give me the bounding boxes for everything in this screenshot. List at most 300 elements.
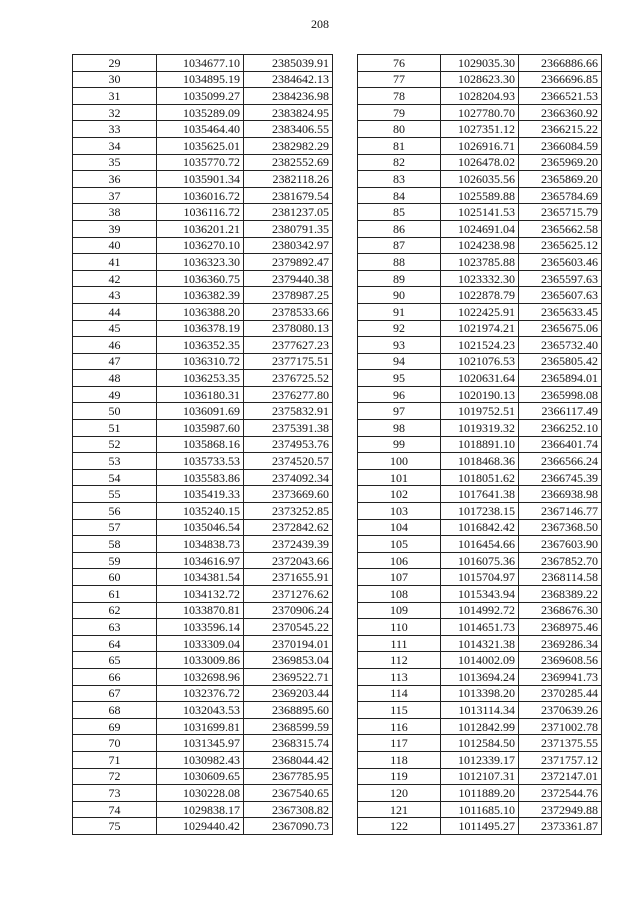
table-row xyxy=(358,204,602,221)
point-number-cell: 58 xyxy=(73,536,157,553)
y-coordinate-cell: 2366084.59 xyxy=(519,137,602,154)
table-row xyxy=(358,768,602,785)
y-coordinate-cell: 2370639.26 xyxy=(519,702,602,719)
y-coordinate-cell: 2382552.69 xyxy=(244,154,333,171)
table-row xyxy=(358,353,602,370)
y-coordinate-cell: 2370906.24 xyxy=(244,602,333,619)
x-coordinate-cell: 1035770.72 xyxy=(157,154,244,171)
x-coordinate-cell: 1036270.10 xyxy=(157,237,244,254)
y-coordinate-cell: 2366938.98 xyxy=(519,486,602,503)
table-row xyxy=(358,552,602,569)
point-number-cell: 111 xyxy=(358,635,441,652)
y-coordinate-cell: 2366252.10 xyxy=(519,420,602,437)
coordinate-table-right xyxy=(357,54,602,835)
x-coordinate-cell: 1036201.21 xyxy=(157,220,244,237)
point-number-cell: 70 xyxy=(73,735,157,752)
y-coordinate-cell: 2370545.22 xyxy=(244,619,333,636)
table-row xyxy=(73,652,333,669)
table-row xyxy=(358,320,602,337)
point-number-cell: 56 xyxy=(73,503,157,520)
x-coordinate-cell: 1036253.35 xyxy=(157,370,244,387)
table-row xyxy=(358,486,602,503)
point-number-cell: 113 xyxy=(358,668,441,685)
point-number-cell: 49 xyxy=(73,386,157,403)
table-row xyxy=(73,702,333,719)
point-number-cell: 100 xyxy=(358,453,441,470)
table-row xyxy=(358,370,602,387)
y-coordinate-cell: 2369941.73 xyxy=(519,668,602,685)
table-row xyxy=(358,519,602,536)
x-coordinate-cell: 1036310.72 xyxy=(157,353,244,370)
x-coordinate-cell: 1026478.02 xyxy=(441,154,519,171)
y-coordinate-cell: 2371002.78 xyxy=(519,718,602,735)
table-row xyxy=(358,619,602,636)
x-coordinate-cell: 1016454.66 xyxy=(441,536,519,553)
table-row xyxy=(73,785,333,802)
table-row xyxy=(358,785,602,802)
y-coordinate-cell: 2367146.77 xyxy=(519,503,602,520)
table-row xyxy=(73,536,333,553)
y-coordinate-cell: 2379892.47 xyxy=(244,254,333,271)
point-number-cell: 55 xyxy=(73,486,157,503)
x-coordinate-cell: 1036116.72 xyxy=(157,204,244,221)
x-coordinate-cell: 1013398.20 xyxy=(441,685,519,702)
x-coordinate-cell: 1021974.21 xyxy=(441,320,519,337)
table-row xyxy=(73,204,333,221)
x-coordinate-cell: 1011495.27 xyxy=(441,818,519,835)
point-number-cell: 87 xyxy=(358,237,441,254)
table-row xyxy=(73,685,333,702)
point-number-cell: 97 xyxy=(358,403,441,420)
x-coordinate-cell: 1012339.17 xyxy=(441,751,519,768)
point-number-cell: 108 xyxy=(358,586,441,603)
y-coordinate-cell: 2382118.26 xyxy=(244,171,333,188)
point-number-cell: 117 xyxy=(358,735,441,752)
x-coordinate-cell: 1011889.20 xyxy=(441,785,519,802)
x-coordinate-cell: 1034838.73 xyxy=(157,536,244,553)
point-number-cell: 105 xyxy=(358,536,441,553)
point-number-cell: 103 xyxy=(358,503,441,520)
table-row xyxy=(358,254,602,271)
table-row xyxy=(73,602,333,619)
table-row xyxy=(73,718,333,735)
y-coordinate-cell: 2383824.95 xyxy=(244,104,333,121)
table-row xyxy=(73,486,333,503)
x-coordinate-cell: 1035733.53 xyxy=(157,453,244,470)
y-coordinate-cell: 2365869.20 xyxy=(519,171,602,188)
table-row xyxy=(73,436,333,453)
y-coordinate-cell: 2366521.53 xyxy=(519,88,602,105)
point-number-cell: 50 xyxy=(73,403,157,420)
table-row xyxy=(73,469,333,486)
table-row xyxy=(358,635,602,652)
y-coordinate-cell: 2366117.49 xyxy=(519,403,602,420)
table-row xyxy=(73,55,333,72)
point-number-cell: 75 xyxy=(73,818,157,835)
point-number-cell: 36 xyxy=(73,171,157,188)
table-row xyxy=(73,768,333,785)
y-coordinate-cell: 2368895.60 xyxy=(244,702,333,719)
point-number-cell: 96 xyxy=(358,386,441,403)
point-number-cell: 38 xyxy=(73,204,157,221)
y-coordinate-cell: 2373669.60 xyxy=(244,486,333,503)
y-coordinate-cell: 2365715.79 xyxy=(519,204,602,221)
point-number-cell: 46 xyxy=(73,337,157,354)
point-number-cell: 66 xyxy=(73,668,157,685)
table-row xyxy=(358,237,602,254)
y-coordinate-cell: 2365969.20 xyxy=(519,154,602,171)
point-number-cell: 95 xyxy=(358,370,441,387)
point-number-cell: 91 xyxy=(358,303,441,320)
table-row xyxy=(73,220,333,237)
x-coordinate-cell: 1035289.09 xyxy=(157,104,244,121)
y-coordinate-cell: 2367852.70 xyxy=(519,552,602,569)
point-number-cell: 120 xyxy=(358,785,441,802)
point-number-cell: 44 xyxy=(73,303,157,320)
x-coordinate-cell: 1015343.94 xyxy=(441,586,519,603)
x-coordinate-cell: 1022878.79 xyxy=(441,287,519,304)
y-coordinate-cell: 2372439.39 xyxy=(244,536,333,553)
table-row xyxy=(358,536,602,553)
table-row xyxy=(73,386,333,403)
x-coordinate-cell: 1014992.72 xyxy=(441,602,519,619)
point-number-cell: 112 xyxy=(358,652,441,669)
table-row xyxy=(73,635,333,652)
x-coordinate-cell: 1026035.56 xyxy=(441,171,519,188)
y-coordinate-cell: 2367785.95 xyxy=(244,768,333,785)
y-coordinate-cell: 2365805.42 xyxy=(519,353,602,370)
y-coordinate-cell: 2377175.51 xyxy=(244,353,333,370)
y-coordinate-cell: 2381679.54 xyxy=(244,187,333,204)
point-number-cell: 82 xyxy=(358,154,441,171)
x-coordinate-cell: 1033870.81 xyxy=(157,602,244,619)
y-coordinate-cell: 2367308.82 xyxy=(244,801,333,818)
y-coordinate-cell: 2366886.66 xyxy=(519,55,602,72)
point-number-cell: 29 xyxy=(73,55,157,72)
y-coordinate-cell: 2374520.57 xyxy=(244,453,333,470)
y-coordinate-cell: 2369608.56 xyxy=(519,652,602,669)
table-row xyxy=(73,453,333,470)
x-coordinate-cell: 1033009.86 xyxy=(157,652,244,669)
table-row xyxy=(358,751,602,768)
table-row xyxy=(358,735,602,752)
point-number-cell: 107 xyxy=(358,569,441,586)
x-coordinate-cell: 1019752.51 xyxy=(441,403,519,420)
table-row xyxy=(73,287,333,304)
point-number-cell: 64 xyxy=(73,635,157,652)
x-coordinate-cell: 1029838.17 xyxy=(157,801,244,818)
y-coordinate-cell: 2372544.76 xyxy=(519,785,602,802)
y-coordinate-cell: 2371655.91 xyxy=(244,569,333,586)
table-row xyxy=(358,718,602,735)
x-coordinate-cell: 1024691.04 xyxy=(441,220,519,237)
x-coordinate-cell: 1021076.53 xyxy=(441,353,519,370)
table-row xyxy=(358,137,602,154)
point-number-cell: 81 xyxy=(358,137,441,154)
point-number-cell: 88 xyxy=(358,254,441,271)
y-coordinate-cell: 2365607.63 xyxy=(519,287,602,304)
y-coordinate-cell: 2368114.58 xyxy=(519,569,602,586)
coordinate-table-left xyxy=(72,54,333,835)
table-row xyxy=(358,685,602,702)
y-coordinate-cell: 2367540.65 xyxy=(244,785,333,802)
point-number-cell: 31 xyxy=(73,88,157,105)
x-coordinate-cell: 1036323.30 xyxy=(157,254,244,271)
y-coordinate-cell: 2375832.91 xyxy=(244,403,333,420)
y-coordinate-cell: 2370194.01 xyxy=(244,635,333,652)
point-number-cell: 114 xyxy=(358,685,441,702)
x-coordinate-cell: 1015704.97 xyxy=(441,569,519,586)
point-number-cell: 93 xyxy=(358,337,441,354)
y-coordinate-cell: 2368044.42 xyxy=(244,751,333,768)
x-coordinate-cell: 1021524.23 xyxy=(441,337,519,354)
table-row xyxy=(73,353,333,370)
y-coordinate-cell: 2366745.39 xyxy=(519,469,602,486)
point-number-cell: 42 xyxy=(73,270,157,287)
point-number-cell: 51 xyxy=(73,420,157,437)
y-coordinate-cell: 2372043.66 xyxy=(244,552,333,569)
point-number-cell: 39 xyxy=(73,220,157,237)
x-coordinate-cell: 1012107.31 xyxy=(441,768,519,785)
point-number-cell: 32 xyxy=(73,104,157,121)
y-coordinate-cell: 2378533.66 xyxy=(244,303,333,320)
point-number-cell: 74 xyxy=(73,801,157,818)
table-row xyxy=(358,403,602,420)
x-coordinate-cell: 1029440.42 xyxy=(157,818,244,835)
table-row xyxy=(358,453,602,470)
y-coordinate-cell: 2380342.97 xyxy=(244,237,333,254)
y-coordinate-cell: 2374953.76 xyxy=(244,436,333,453)
y-coordinate-cell: 2365784.69 xyxy=(519,187,602,204)
y-coordinate-cell: 2376277.80 xyxy=(244,386,333,403)
table-row xyxy=(73,370,333,387)
table-row xyxy=(73,137,333,154)
point-number-cell: 43 xyxy=(73,287,157,304)
table-row xyxy=(73,818,333,835)
point-number-cell: 78 xyxy=(358,88,441,105)
point-number-cell: 99 xyxy=(358,436,441,453)
x-coordinate-cell: 1034616.97 xyxy=(157,552,244,569)
table-row xyxy=(73,154,333,171)
x-coordinate-cell: 1036388.20 xyxy=(157,303,244,320)
table-row xyxy=(73,237,333,254)
table-row xyxy=(73,320,333,337)
x-coordinate-cell: 1012842.99 xyxy=(441,718,519,735)
y-coordinate-cell: 2368676.30 xyxy=(519,602,602,619)
point-number-cell: 119 xyxy=(358,768,441,785)
y-coordinate-cell: 2382982.29 xyxy=(244,137,333,154)
y-coordinate-cell: 2365597.63 xyxy=(519,270,602,287)
y-coordinate-cell: 2367090.73 xyxy=(244,818,333,835)
table-row xyxy=(358,88,602,105)
x-coordinate-cell: 1031345.97 xyxy=(157,735,244,752)
x-coordinate-cell: 1020631.64 xyxy=(441,370,519,387)
x-coordinate-cell: 1027351.12 xyxy=(441,121,519,138)
x-coordinate-cell: 1013114.34 xyxy=(441,702,519,719)
x-coordinate-cell: 1012584.50 xyxy=(441,735,519,752)
x-coordinate-cell: 1036352.35 xyxy=(157,337,244,354)
point-number-cell: 67 xyxy=(73,685,157,702)
table-row xyxy=(73,121,333,138)
point-number-cell: 102 xyxy=(358,486,441,503)
x-coordinate-cell: 1018468.36 xyxy=(441,453,519,470)
y-coordinate-cell: 2373252.85 xyxy=(244,503,333,520)
table-row xyxy=(73,503,333,520)
table-row xyxy=(73,668,333,685)
y-coordinate-cell: 2372949.88 xyxy=(519,801,602,818)
point-number-cell: 62 xyxy=(73,602,157,619)
table-row xyxy=(73,104,333,121)
point-number-cell: 79 xyxy=(358,104,441,121)
y-coordinate-cell: 2375391.38 xyxy=(244,420,333,437)
y-coordinate-cell: 2370285.44 xyxy=(519,685,602,702)
table-row xyxy=(73,519,333,536)
y-coordinate-cell: 2365633.45 xyxy=(519,303,602,320)
x-coordinate-cell: 1033596.14 xyxy=(157,619,244,636)
point-number-cell: 37 xyxy=(73,187,157,204)
table-row xyxy=(358,569,602,586)
y-coordinate-cell: 2365603.46 xyxy=(519,254,602,271)
x-coordinate-cell: 1017238.15 xyxy=(441,503,519,520)
table-row xyxy=(358,668,602,685)
x-coordinate-cell: 1031699.81 xyxy=(157,718,244,735)
y-coordinate-cell: 2384642.13 xyxy=(244,71,333,88)
x-coordinate-cell: 1025589.88 xyxy=(441,187,519,204)
x-coordinate-cell: 1036360.75 xyxy=(157,270,244,287)
x-coordinate-cell: 1026916.71 xyxy=(441,137,519,154)
x-coordinate-cell: 1024238.98 xyxy=(441,237,519,254)
table-row xyxy=(358,171,602,188)
y-coordinate-cell: 2381237.05 xyxy=(244,204,333,221)
point-number-cell: 109 xyxy=(358,602,441,619)
table-row xyxy=(358,702,602,719)
point-number-cell: 72 xyxy=(73,768,157,785)
point-number-cell: 98 xyxy=(358,420,441,437)
point-number-cell: 92 xyxy=(358,320,441,337)
table-row xyxy=(358,469,602,486)
table-row xyxy=(358,386,602,403)
point-number-cell: 61 xyxy=(73,586,157,603)
y-coordinate-cell: 2371757.12 xyxy=(519,751,602,768)
x-coordinate-cell: 1035464.40 xyxy=(157,121,244,138)
point-number-cell: 122 xyxy=(358,818,441,835)
table-row xyxy=(73,187,333,204)
point-number-cell: 53 xyxy=(73,453,157,470)
table-row xyxy=(73,420,333,437)
x-coordinate-cell: 1027780.70 xyxy=(441,104,519,121)
point-number-cell: 45 xyxy=(73,320,157,337)
table-row xyxy=(73,303,333,320)
point-number-cell: 40 xyxy=(73,237,157,254)
point-number-cell: 77 xyxy=(358,71,441,88)
table-row xyxy=(73,71,333,88)
x-coordinate-cell: 1034381.54 xyxy=(157,569,244,586)
point-number-cell: 35 xyxy=(73,154,157,171)
point-number-cell: 63 xyxy=(73,619,157,636)
x-coordinate-cell: 1034132.72 xyxy=(157,586,244,603)
x-coordinate-cell: 1036091.69 xyxy=(157,403,244,420)
x-coordinate-cell: 1011685.10 xyxy=(441,801,519,818)
point-number-cell: 41 xyxy=(73,254,157,271)
point-number-cell: 48 xyxy=(73,370,157,387)
table-row xyxy=(358,71,602,88)
x-coordinate-cell: 1018891.10 xyxy=(441,436,519,453)
x-coordinate-cell: 1035583.86 xyxy=(157,469,244,486)
point-number-cell: 85 xyxy=(358,204,441,221)
x-coordinate-cell: 1016842.42 xyxy=(441,519,519,536)
point-number-cell: 118 xyxy=(358,751,441,768)
x-coordinate-cell: 1035419.33 xyxy=(157,486,244,503)
y-coordinate-cell: 2371375.55 xyxy=(519,735,602,752)
y-coordinate-cell: 2365625.12 xyxy=(519,237,602,254)
y-coordinate-cell: 2369286.34 xyxy=(519,635,602,652)
y-coordinate-cell: 2383406.55 xyxy=(244,121,333,138)
x-coordinate-cell: 1032376.72 xyxy=(157,685,244,702)
y-coordinate-cell: 2366360.92 xyxy=(519,104,602,121)
y-coordinate-cell: 2368975.46 xyxy=(519,619,602,636)
x-coordinate-cell: 1023332.30 xyxy=(441,270,519,287)
x-coordinate-cell: 1036378.19 xyxy=(157,320,244,337)
point-number-cell: 69 xyxy=(73,718,157,735)
x-coordinate-cell: 1030609.65 xyxy=(157,768,244,785)
x-coordinate-cell: 1029035.30 xyxy=(441,55,519,72)
x-coordinate-cell: 1033309.04 xyxy=(157,635,244,652)
table-row xyxy=(358,801,602,818)
point-number-cell: 47 xyxy=(73,353,157,370)
table-row xyxy=(358,436,602,453)
y-coordinate-cell: 2368599.59 xyxy=(244,718,333,735)
x-coordinate-cell: 1013694.24 xyxy=(441,668,519,685)
table-row xyxy=(358,270,602,287)
point-number-cell: 54 xyxy=(73,469,157,486)
table-row xyxy=(358,586,602,603)
table-row xyxy=(358,104,602,121)
point-number-cell: 104 xyxy=(358,519,441,536)
table-row xyxy=(358,154,602,171)
point-number-cell: 84 xyxy=(358,187,441,204)
table-row xyxy=(358,337,602,354)
x-coordinate-cell: 1035868.16 xyxy=(157,436,244,453)
x-coordinate-cell: 1022425.91 xyxy=(441,303,519,320)
x-coordinate-cell: 1035625.01 xyxy=(157,137,244,154)
table-row xyxy=(73,619,333,636)
table-row xyxy=(73,88,333,105)
table-row xyxy=(73,569,333,586)
x-coordinate-cell: 1017641.38 xyxy=(441,486,519,503)
y-coordinate-cell: 2368315.74 xyxy=(244,735,333,752)
y-coordinate-cell: 2376725.52 xyxy=(244,370,333,387)
x-coordinate-cell: 1036016.72 xyxy=(157,187,244,204)
table-row xyxy=(358,652,602,669)
x-coordinate-cell: 1035987.60 xyxy=(157,420,244,437)
table-row xyxy=(358,187,602,204)
table-row xyxy=(73,270,333,287)
table-row xyxy=(73,254,333,271)
x-coordinate-cell: 1035099.27 xyxy=(157,88,244,105)
x-coordinate-cell: 1025141.53 xyxy=(441,204,519,221)
y-coordinate-cell: 2380791.35 xyxy=(244,220,333,237)
x-coordinate-cell: 1030982.43 xyxy=(157,751,244,768)
table-row xyxy=(73,735,333,752)
table-row xyxy=(358,287,602,304)
table-row xyxy=(358,420,602,437)
point-number-cell: 71 xyxy=(73,751,157,768)
point-number-cell: 110 xyxy=(358,619,441,636)
x-coordinate-cell: 1028623.30 xyxy=(441,71,519,88)
x-coordinate-cell: 1035901.34 xyxy=(157,171,244,188)
table-row xyxy=(73,171,333,188)
x-coordinate-cell: 1020190.13 xyxy=(441,386,519,403)
